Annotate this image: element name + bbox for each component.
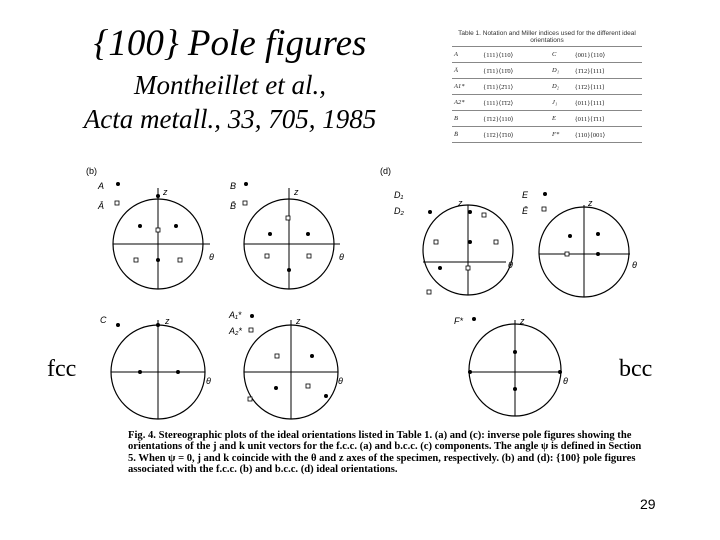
z-axis-label: z [458,198,463,208]
table-cell: {1̄11}⟨2̄11⟩ [481,79,550,95]
fcc-label: fcc [44,356,79,383]
table-cell: {111}⟨1̄1̄2⟩ [481,95,550,111]
bcc-label: bcc [616,356,655,383]
theta-axis-label: θ [563,376,568,386]
label-A2-star: A₂* [229,326,242,336]
reference-journal: Acta metall., 33, 705, 1985 [83,104,377,134]
marker-open [565,252,569,256]
marker-solid [468,210,472,214]
marker-solid [156,323,160,327]
marker-solid [174,224,178,228]
label-E: E [522,190,529,200]
marker-solid [558,370,562,374]
marker-open [286,216,290,220]
table-cell: {111}⟨110⟩ [481,47,550,63]
marker-open [434,240,438,244]
marker-solid [428,210,432,214]
marker-solid [176,370,180,374]
marker-open [134,258,138,262]
marker-open [307,254,311,258]
marker-open [178,258,182,262]
marker-solid [324,394,328,398]
marker-solid [116,182,120,186]
marker-solid [138,224,142,228]
marker-open [115,201,119,205]
marker-solid [244,182,248,186]
label-A-bar: Ā [98,201,105,211]
marker-solid [468,240,472,244]
pole-figure-d [394,190,513,295]
table-cell: {011}⟨111⟩ [573,95,642,111]
label-E-bar: Ē [522,206,529,216]
marker-solid [468,370,472,374]
marker-open [275,354,279,358]
marker-open [156,228,160,232]
marker-solid [287,268,291,272]
z-axis-label: z [520,316,525,326]
marker-open [466,266,470,270]
table-cell: B̄ [452,127,481,143]
marker-solid [543,192,547,196]
z-axis-label: z [163,187,168,197]
table-cell: {110}⟨001⟩ [573,127,642,143]
table-cell: F* [550,127,573,143]
marker-open [265,254,269,258]
marker-solid [568,234,572,238]
marker-open [249,328,253,332]
marker-solid [513,387,517,391]
marker-open [542,207,546,211]
table-cell: {1̄11}⟨11̄0⟩ [481,63,550,79]
slide-title: {100} Pole figures [93,23,367,64]
z-axis-label: z [294,187,299,197]
pole-figure-e [522,190,637,297]
label-C: C [100,315,107,325]
table-cell: B [452,111,481,127]
table-cell: A2* [452,95,481,111]
table-cell: C [550,47,573,63]
pole-figure-f-star [454,316,568,416]
caption-label: Fig. 4. [128,430,156,441]
table-cell: {011}⟨1̄11⟩ [573,111,642,127]
marker-open [306,384,310,388]
table-cell: {11̄2}⟨111⟩ [573,79,642,95]
reference-authors: Montheillet et al., [134,70,326,100]
table-cell: J₁ [550,95,573,111]
theta-axis-label: θ [338,376,343,386]
table-caption: Table 1. Notation and Miller indices used for the different ideal orientations [458,30,636,44]
marker-open [248,397,252,401]
caption-text: Stereographic plots of the ideal orientations listed in Table 1. (a) and (c): inverse pole figures showing the orientations of the j and k unit vectors for the f.c.c. (a) and b.c.c. (c) components. The angle ψ is defined in Section 5. When ψ = 0, j and k coincide with the θ and z axes of the specimen, respectively. (b) and (d): {100} pole figures associated with the f.c.c. (b) and b.c.c. (d) ideal orientations. [128,430,642,476]
marker-solid [156,258,160,262]
theta-axis-label: θ [508,260,513,270]
pole-figure-c [100,315,211,419]
marker-solid [596,252,600,256]
marker-open [427,290,431,294]
marker-open [482,213,486,217]
label-A: A [98,181,105,191]
label-B-bar: B̄ [230,201,237,211]
marker-solid [156,194,160,198]
marker-solid [138,370,142,374]
marker-solid [250,314,254,318]
pole-figure-b [230,181,344,289]
z-axis-label: z [296,316,301,326]
theta-axis-label: θ [209,252,214,262]
table-cell: {11̄2}⟨1̄10⟩ [481,127,550,143]
marker-solid [306,232,310,236]
pole-figure-a [97,181,214,289]
marker-solid [596,232,600,236]
table-cell: A1* [452,79,481,95]
marker-open [494,240,498,244]
page-number: 29 [640,496,656,512]
marker-solid [472,317,476,321]
table-cell: Ā [452,63,481,79]
label-B: B [230,181,237,191]
table-cell: D₂ [550,79,573,95]
table-cell: D₁ [550,63,573,79]
pole-figure-a-star [228,310,343,419]
theta-axis-label: θ [632,260,637,270]
marker-solid [513,350,517,354]
z-axis-label: z [165,316,170,326]
theta-axis-label: θ [339,252,344,262]
marker-solid [268,232,272,236]
marker-solid [116,323,120,327]
figure-caption [128,430,648,476]
label-A1-star: A₁* [229,310,242,320]
z-axis-label: z [588,198,593,208]
table-cell: A [452,47,481,63]
table-cell: E [550,111,573,127]
label-F-star: F* [454,316,463,326]
marker-solid [274,386,278,390]
marker-solid [438,266,442,270]
label-D2: D₂ [394,206,404,216]
theta-axis-label: θ [206,376,211,386]
table-cell: {001}⟨110⟩ [573,47,642,63]
table-cell: {1̄12}⟨111⟩ [573,63,642,79]
panel-b-label: (b) [86,166,97,176]
panel-d-label: (d) [380,166,391,176]
marker-open [243,201,247,205]
label-D1: D₁ [394,190,404,200]
marker-solid [310,354,314,358]
table-cell: {1̄12}⟨110⟩ [481,111,550,127]
